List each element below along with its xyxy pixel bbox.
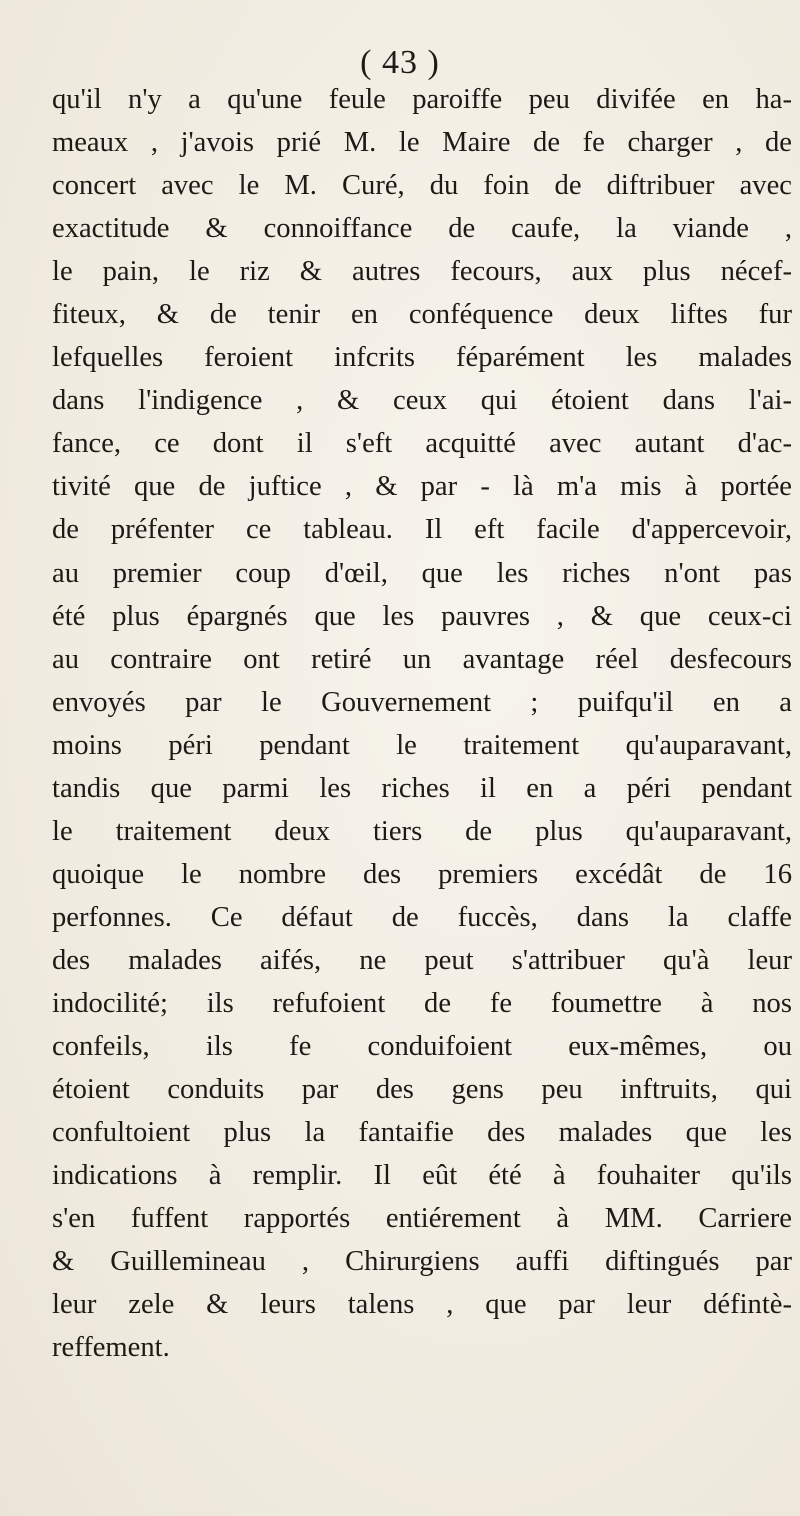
- text-line: le traitement deux tiers de plus qu'auparavant,: [52, 815, 792, 847]
- text-line: lefquelles feroient infcrits féparément les malades: [52, 342, 792, 374]
- text-line: fiteux, & de tenir en conféquence deux liftes fur: [52, 299, 792, 331]
- body-text: [52, 78, 792, 1369]
- text-line: dans l'indigence , & ceux qui étoient dans l'ai-: [52, 385, 792, 417]
- text-line: exactitude & connoiffance de caufe, la viande ,: [52, 213, 792, 245]
- text-line: moins péri pendant le traitement qu'auparavant,: [52, 729, 792, 761]
- text-line: meaux , j'avois prié M. le Maire de fe charger , de: [52, 127, 792, 159]
- text-line: reffement.: [52, 1332, 170, 1364]
- text-line: confultoient plus la fantaifie des malades que les: [52, 1117, 792, 1149]
- text-line: indications à remplir. Il eût été à fouhaiter qu'ils: [52, 1160, 792, 1192]
- text-line: des malades aifés, ne peut s'attribuer qu'à leur: [52, 944, 792, 976]
- text-line: de préfenter ce tableau. Il eft facile d'appercevoir,: [52, 514, 792, 546]
- text-line: étoient conduits par des gens peu inftruits, qui: [52, 1074, 792, 1106]
- text-line: fance, ce dont il s'eft acquitté avec autant d'ac-: [52, 428, 792, 460]
- text-line: s'en fuffent rapportés entiérement à MM. Carriere: [52, 1203, 792, 1235]
- text-line: & Guillemineau , Chirurgiens auffi diftingués par: [52, 1246, 792, 1278]
- text-line: concert avec le M. Curé, du foin de diftribuer avec: [52, 170, 792, 202]
- text-line: été plus épargnés que les pauvres , & que ceux-ci: [52, 600, 792, 632]
- text-line: leur zele & leurs talens , que par leur défintè-: [52, 1289, 792, 1321]
- text-line: confeils, ils fe conduifoient eux-mêmes, ou: [52, 1031, 792, 1063]
- text-line: indocilité; ils refufoient de fe foumettre à nos: [52, 987, 792, 1019]
- text-line: qu'il n'y a qu'une feule paroiffe peu divifée en ha-: [52, 84, 792, 115]
- text-line: le pain, le riz & autres fecours, aux plus nécef-: [52, 256, 792, 288]
- text-line: envoyés par le Gouvernement ; puifqu'il en a: [52, 686, 792, 718]
- text-line: perfonnes. Ce défaut de fuccès, dans la claffe: [52, 901, 792, 933]
- text-line: au contraire ont retiré un avantage réel desfecours: [52, 643, 792, 675]
- text-line: tivité que de juftice , & par - là m'a mis à portée: [52, 471, 792, 503]
- text-line: quoique le nombre des premiers excédât de 16: [52, 858, 792, 890]
- text-line: tandis que parmi les riches il en a péri pendant: [52, 772, 792, 804]
- text-line: au premier coup d'œil, que les riches n'ont pas: [52, 557, 792, 589]
- page-number: ( 43 ): [360, 44, 440, 81]
